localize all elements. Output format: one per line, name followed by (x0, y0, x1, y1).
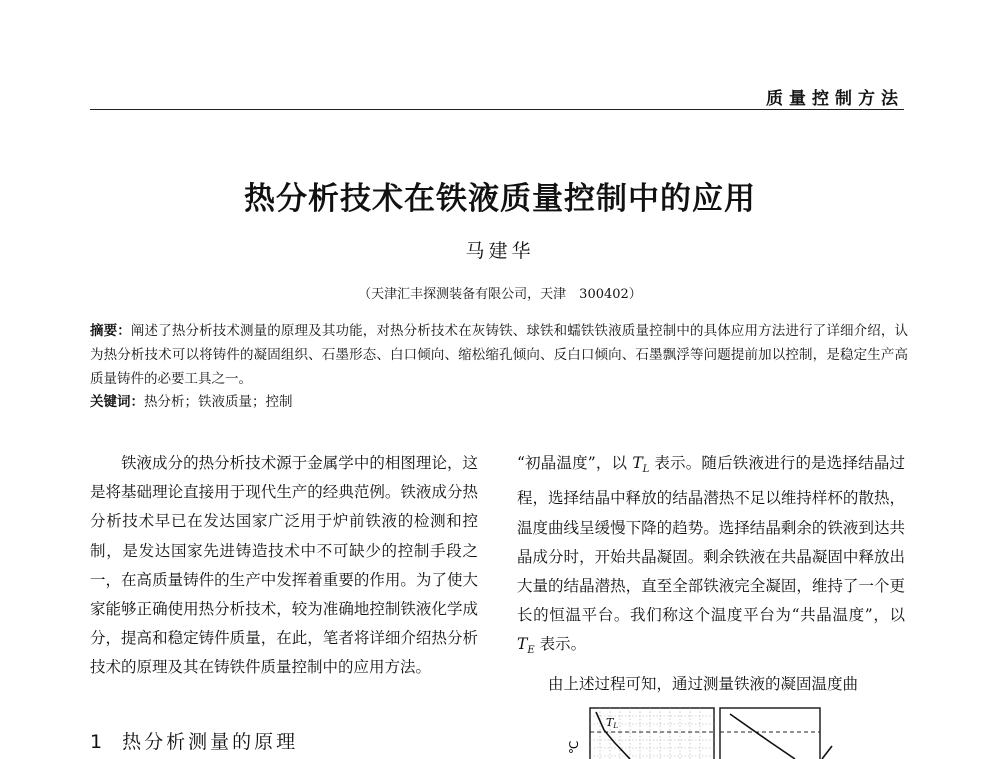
cooling-curve-right (730, 714, 795, 759)
symbol-tl: $T_L$ (632, 454, 650, 476)
keywords (90, 391, 908, 413)
body-column-right (517, 449, 905, 699)
figure-right-panel (720, 708, 820, 759)
symbol-te: $T_E$ (517, 635, 535, 657)
text-run: “初晶温度”，以 (517, 454, 633, 472)
figure-y-axis-label: ℃ (567, 740, 581, 754)
process-paragraph: 由上述过程可知，通过测量铁液的凝固温度曲 (548, 674, 859, 693)
cooling-curve-figure (560, 702, 860, 759)
figure-label-tl: TL (606, 716, 618, 730)
body-column-left (90, 449, 478, 683)
keywords-text: 热分析；铁液质量；控制 (144, 394, 293, 410)
article-author: 马建华 (465, 240, 535, 262)
article-affiliation: （天津汇丰探测装备有限公司，天津 300402） (358, 287, 642, 302)
keywords-label: 关键词： (90, 394, 144, 410)
text-run: 表示。随后铁液进行的是选择结晶过程，选择结晶中释放的结晶潜热不足以维持样杯的散热，温度曲线呈缓慢下降的趋势。选择结晶剩余的铁液到达共晶成分时，开始共晶凝固。剩余铁液在共晶凝固中释放出大量的结晶潜热，直至全部铁液完全凝固，维持了一个更长的恒温平台。我们称这个温度平台为“共晶温度”，以 (517, 454, 905, 625)
section-heading (90, 727, 298, 754)
article-title: 热分析技术在铁液质量控制中的应用 (244, 181, 756, 217)
abstract-label: 摘要： (90, 323, 131, 339)
continued-paragraph (517, 449, 905, 666)
section-title: 热分析测量的原理 (122, 731, 299, 753)
intro-paragraph: 铁液成分的热分析技术源于金属学中的相图理论，这是将基础理论直接用于现代生产的经典范例。铁液成分热分析技术早已在发达国家广泛用于炉前铁液的检测和控制，是发达国家先进铸造技术中不可缺少的控制手段之一，在高质量铸件的生产中发挥着重要的作用。为了使大家能够正确使用热分析技术，较为准确地控制铁液化学成分，提高和稳定铸件质量，在此，笔者将详细介绍热分析技术的原理及其在铸铁件质量控制中的应用方法。 (90, 454, 478, 677)
header-rule (90, 109, 904, 110)
abstract (90, 319, 908, 391)
section-number: 1 (90, 731, 103, 753)
running-head: 质量控制方法 (766, 89, 904, 109)
figure-arrow-stroke (822, 746, 832, 759)
text-run: 表示。 (534, 635, 587, 654)
abstract-text: 阐述了热分析技术测量的原理及其功能，对热分析技术在灰铸铁、球铁和蠕铁铁液质量控制中的具体应用方法进行了详细介绍，认为热分析技术可以将铸件的凝固组织、石墨形态、白口倾向、缩松缩孔倾向、反白口倾向、石墨飘浮等问题提前加以控制，是稳定生产高质量铸件的必要工具之一。 (90, 323, 909, 387)
cooling-curve-figure-graphic (560, 702, 860, 759)
